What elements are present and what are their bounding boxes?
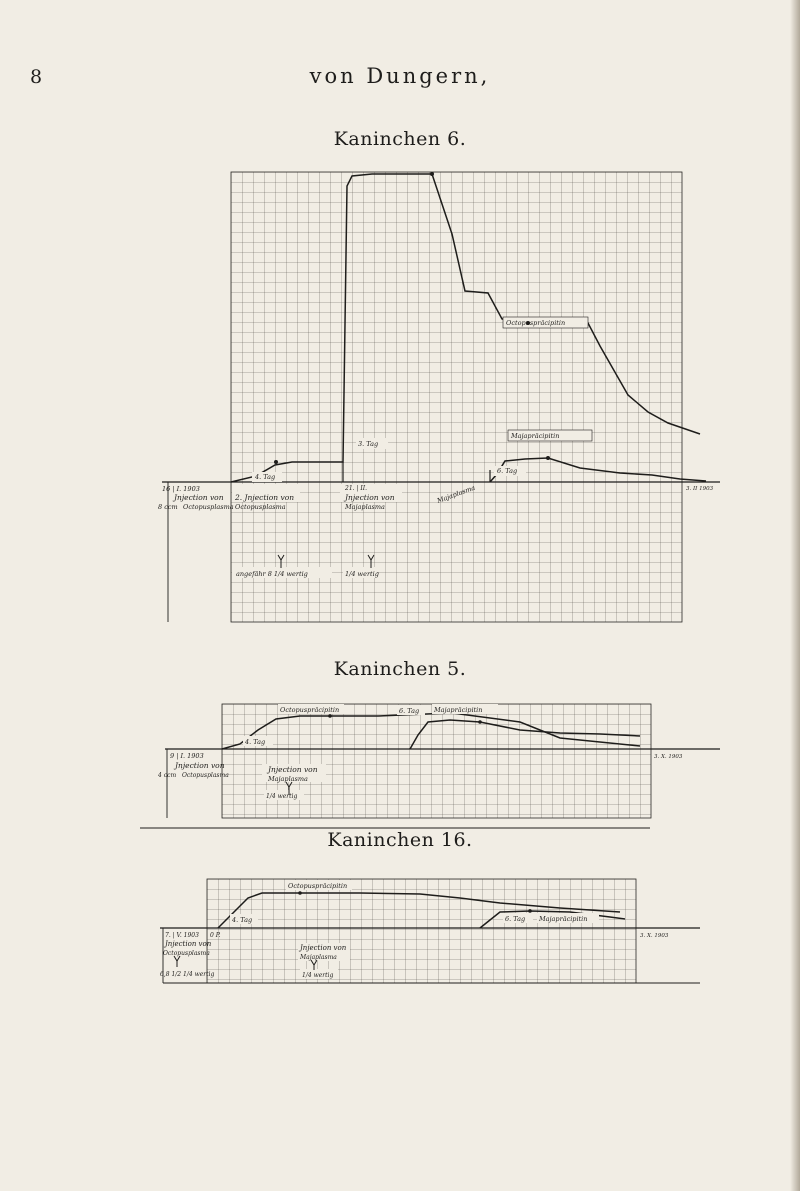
day-label-3-k6: 6. Tag: [497, 467, 518, 475]
curve-label-1-k5: Octopuspräcipitin: [280, 706, 340, 714]
curve-label-2-k6: Majapräcipitin: [511, 432, 560, 440]
end-date-k5: 3. X. 1903: [654, 754, 683, 760]
day-label-1-k6: 4. Tag: [255, 473, 276, 481]
running-head: von Dungern,: [309, 64, 491, 88]
day-label-2-k6: 3. Tag: [358, 440, 379, 448]
note-2-k6: 1/4 wertig: [345, 570, 379, 578]
chart-title-kaninchen-5: Kaninchen 5.: [333, 658, 467, 680]
curve-label-1-k16: Octopuspräcipitin: [288, 882, 348, 890]
grid-kaninchen-6: [231, 172, 682, 622]
end-date-k16: 3. X. 1903: [640, 933, 669, 939]
day-label-1-k5: 4. Tag: [245, 738, 266, 746]
day-label-1-k16: 4. Tag: [232, 916, 253, 924]
end-date-k6: 3. II 1903: [686, 486, 714, 492]
date-label-k16: 7. | V. 1903: [165, 932, 199, 939]
chart-kaninchen-6: [162, 172, 720, 622]
injection-1-material-k5: Octopusplasma: [182, 772, 229, 779]
injection-2-k6: 2. Jnjection von: [235, 493, 295, 502]
note-k5: 1/4 wertig: [266, 793, 298, 800]
injection-1-k5: Jnjection von: [175, 761, 225, 770]
injection-3-k6: Jnjection von: [345, 493, 395, 502]
injection-2-material-k16: Majaplasma: [300, 954, 337, 961]
day-label-2-k16: 6. Tag: [505, 915, 526, 923]
injection-1-amount-k5: 4 ccm: [158, 772, 177, 779]
curve-label-1-k6: Octopuspräcipitin: [506, 319, 566, 327]
injection-1-material-k16: Octopusplasma: [163, 950, 210, 957]
injection-1-amount-k16: 6,8 1/2 1/4 wertig: [160, 971, 215, 978]
chart-title-kaninchen-16: Kaninchen 16.: [327, 829, 473, 851]
chart-kaninchen-16: [160, 879, 700, 983]
injection-2-material-k5: Majaplasma: [268, 775, 308, 783]
chart-kaninchen-5: [140, 704, 720, 828]
injection-1-k6: Jnjection von: [174, 493, 224, 502]
date-label-k6: 16 | I. 1903: [162, 485, 200, 493]
day-label-2-k5: 6. Tag: [399, 707, 420, 715]
injection-1-k16: Jnjection von: [165, 940, 212, 948]
curve-label-2-k5: Majapräcipitin: [434, 706, 483, 714]
injection-3-material-k6: Majaplasma: [345, 503, 385, 511]
injection-1-material-k6: Octopusplasma: [183, 503, 234, 511]
page-edge-shadow: [790, 0, 800, 1191]
majaplasma-small-k6: Majaplasma: [435, 483, 477, 505]
chart-title-kaninchen-6: Kaninchen 6.: [333, 128, 467, 150]
curve-label-2-k16: Majapräcipitin: [539, 915, 588, 923]
page-number: 8: [30, 66, 43, 88]
marker-k16: 0 P.: [210, 932, 221, 939]
injection-2-k16: Jnjection von: [300, 944, 347, 952]
note-k16: 1/4 wertig: [302, 972, 334, 979]
injection-1-amount-k6: 8 ccm: [158, 503, 178, 511]
injection-2-k5: Jnjection von: [268, 765, 318, 774]
injection-2-material-k6: Octopusplasma: [235, 503, 286, 511]
date-label-k5: 9 | I. 1903: [170, 752, 204, 760]
injection-3-date-k6: 21. | II.: [345, 485, 368, 492]
note-1-k6: angefähr 8 1/4 wertig: [236, 570, 308, 578]
